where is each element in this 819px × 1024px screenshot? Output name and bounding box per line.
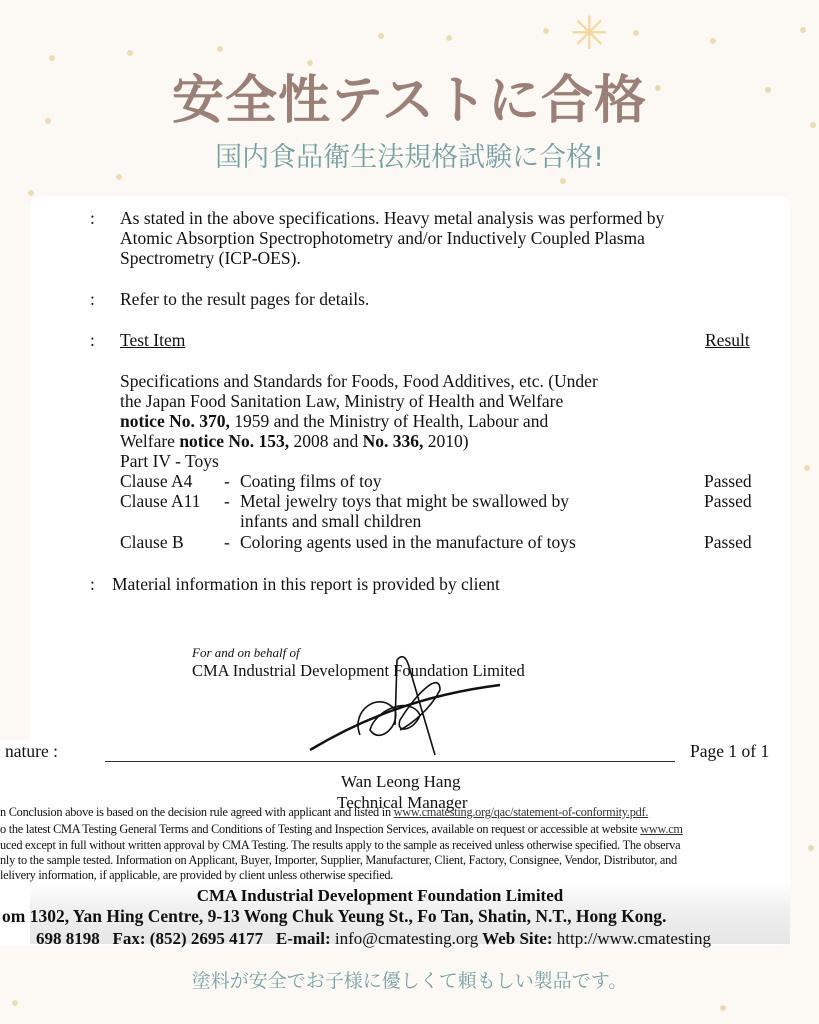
email-label: E-mail: [275,929,331,948]
method-line: Spectrometry (ICP-OES). [120,248,301,268]
dash: - [224,491,230,511]
colon: : [90,330,95,350]
dash: - [224,532,230,552]
web-label: Web Site: [482,929,553,948]
clause-id: Clause A4 [120,471,193,491]
result-header: Result [705,330,750,350]
notice-number: notice No. 370, [120,411,230,431]
clause-description: Metal jewelry toys that might be swallowed by [240,491,570,511]
colon: : [90,289,95,309]
phone: 698 8198 [36,929,100,948]
fine-print-line [0,805,648,819]
fine-print-line: nly to the sample tested. Information on Applicant, Buyer, Importer, Supplier, Manufacturer, Client, Factory, Consignee, Vendor, Distributor, and [0,853,677,867]
footer-caption: 塗料が安全でお子様に優しくて頼もしい製品です。 [191,970,628,992]
website-link[interactable]: www.cm [640,822,683,836]
signatory-name: Wan Leong Hang [341,772,461,791]
standard-text: Welfare [120,431,180,451]
clause-description: Coating films of toy [240,471,382,491]
website[interactable]: http://www.cmatesting [556,929,712,948]
letterhead-contact [36,928,790,949]
fine-print-line: uced except in full without written approval by CMA Testing. The results apply to the sample as received unless otherwise specified. The observa [0,838,681,852]
behalf-text: For and on behalf of [192,645,300,660]
asterisk-star-icon: ✳ [570,6,609,60]
letterhead-company: CMA Industrial Development Foundation Limited [196,886,564,905]
fine-print-text: o the latest CMA Testing General Terms and Conditions of Testing and Inspection Services, available on request or accessible at website [0,822,641,836]
standard-line: the Japan Food Sanitation Law, Ministry of Health and Welfare [120,391,564,411]
signature-label: nature : [5,741,58,761]
conformity-link[interactable]: www.cmatesting.org/qac/statement-of-conformity.pdf. [393,805,649,819]
method-line: Atomic Absorption Spectrophotometry and/or Inductively Coupled Plasma [120,228,645,248]
colon: : [90,208,95,228]
signing-company: CMA Industrial Development Foundation Limited [192,661,525,680]
clause-description: Coloring agents used in the manufacture of toys [240,532,576,552]
email[interactable]: info@cmatesting.org [334,929,479,948]
dash: - [224,471,230,491]
standard-text: 2008 and [289,431,363,451]
fax: (852) 2695 4177 [149,929,264,948]
standard-line: Specifications and Standards for Foods, Food Additives, etc. (Under [120,371,598,391]
material-text: Material information in this report is provided by client [112,574,500,594]
part-label: Part IV - Toys [120,451,219,471]
standard-text: 1959 and the Ministry of Health, Labour and [229,411,549,431]
clause-id: Clause B [120,532,184,552]
fine-print-text: n Conclusion above is based on the decision rule agreed with applicant and listed in [0,805,394,819]
clause-id: Clause A11 [120,491,201,511]
signatory-title: Technical Manager [337,793,468,812]
fine-print-line: lelivery information, if applicable, are provided by client unless otherwise specified. [0,868,394,882]
method-line: As stated in the above specifications. Heavy metal analysis was performed by [120,208,665,228]
letterhead-address: om 1302, Yan Hing Centre, 9-13 Wong Chuk Yeung St., Fo Tan, Shatin, N.T., Hong Kong. [2,906,667,926]
fax-label: Fax: [112,929,146,948]
clause-result: Passed [704,471,752,491]
page-number: Page 1 of 1 [690,741,770,761]
clause-result: Passed [704,491,752,511]
page-title: 安全性テストに合格 [172,71,647,131]
colon: : [90,574,95,594]
notice-number: notice No. 153, [179,431,290,451]
refer-text: Refer to the result pages for details. [120,289,370,309]
notice-number: No. 336, [362,431,424,451]
clause-description: infants and small children [240,511,422,531]
test-item-header: Test Item [120,330,186,350]
clause-result: Passed [704,532,752,552]
fine-print-line [0,822,683,836]
page-subtitle: 国内食品衛生法規格試験に合格! [215,142,604,173]
standard-text: 2010) [423,431,469,451]
